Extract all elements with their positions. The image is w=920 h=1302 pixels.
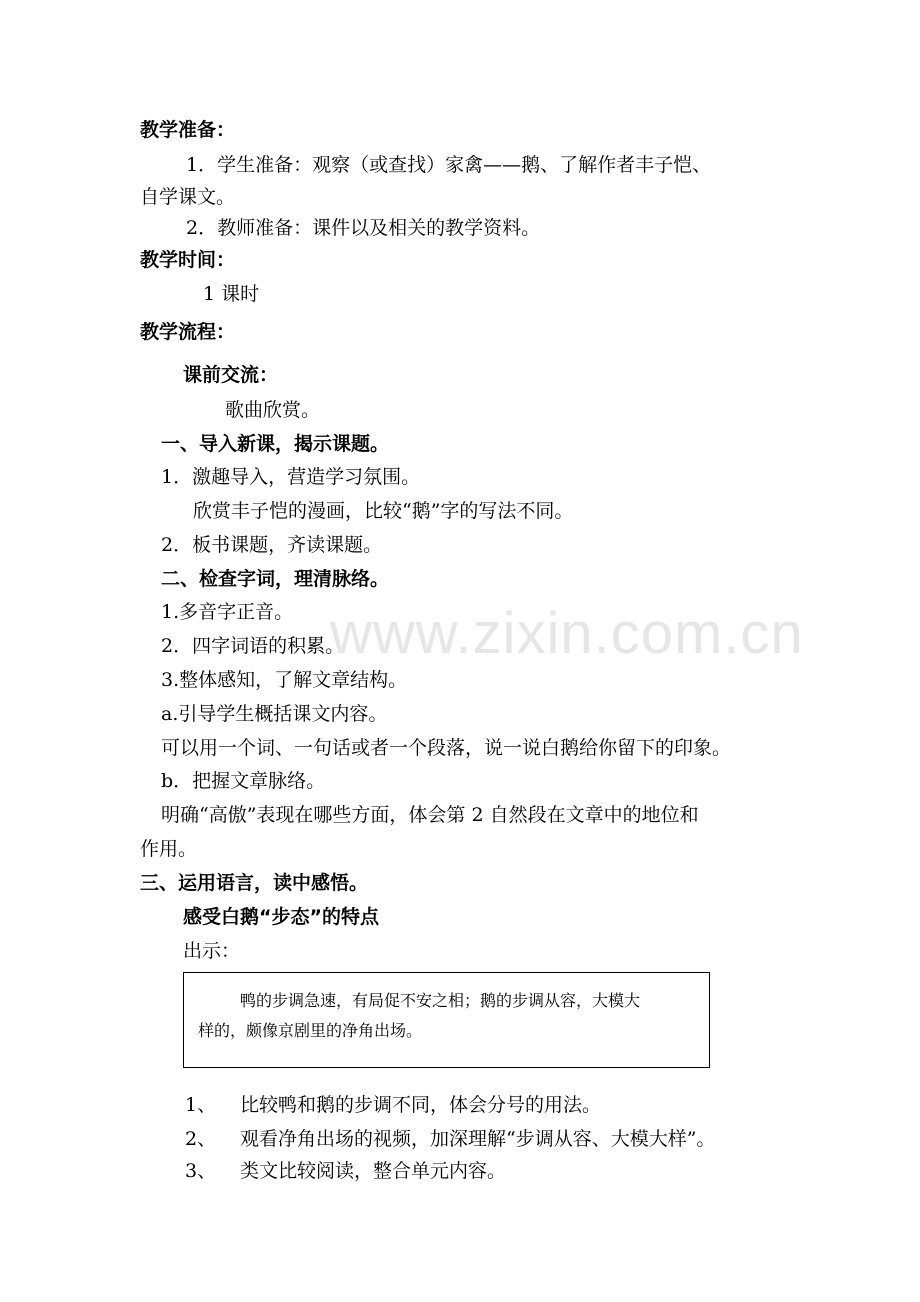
part2-item-1: 1.多音字正音。 — [161, 601, 294, 623]
prep-item-1-cont: 自学课文。 — [140, 186, 236, 208]
step-1-text: 比较鸭和鹅的步调不同，体会分号的用法。 — [240, 1094, 602, 1116]
part2-item-3: 3.整体感知，了解文章结构。 — [161, 669, 408, 691]
part2-item-2: 2．四字词语的积累。 — [161, 635, 345, 657]
part3-subheading: 感受白鹅“步态”的特点 — [183, 906, 379, 928]
flow-heading: 教学流程： — [140, 321, 236, 343]
part2-item-b: b．把握文章脉络。 — [161, 770, 326, 792]
part2-item-a: a.引导学生概括课文内容。 — [161, 703, 388, 725]
part1-item-1: 1．激趣导入，营造学习氛围。 — [161, 466, 421, 488]
part2-heading: 二、检查字词，理清脉络。 — [161, 568, 390, 590]
time-value: 1 课时 — [203, 283, 260, 305]
prep-item-1: 1．学生准备：观察（或查找）家禽——鹅、了解作者丰子恺、 — [186, 154, 712, 176]
part2-item-b-detail-cont: 作用。 — [140, 838, 198, 860]
quote-line-2: 样的，颇像京剧里的净角出场。 — [198, 1021, 423, 1040]
quote-box — [183, 972, 710, 1068]
step-2-text: 观看净角出场的视频，加深理解“步调从容、大模大样”。 — [240, 1128, 716, 1150]
show-label: 出示： — [183, 940, 241, 962]
quote-line-1: 鸭的步调急速，有局促不安之相；鹅的步调从容，大模大 — [240, 991, 641, 1010]
watermark: www.zixin.com.cn — [330, 601, 804, 666]
pre-class-heading: 课前交流： — [183, 364, 279, 386]
step-1-number: 1、 — [185, 1094, 217, 1116]
part1-item-1-detail: 欣赏丰子恺的漫画，比较“鹅”字的写法不同。 — [193, 500, 574, 522]
pre-class-item: 歌曲欣赏。 — [225, 399, 321, 421]
prep-item-2: 2．教师准备：课件以及相关的教学资料。 — [186, 217, 541, 239]
step-3-number: 3、 — [185, 1160, 217, 1182]
step-3-text: 类文比较阅读，整合单元内容。 — [240, 1160, 507, 1182]
part1-heading: 一、导入新课，揭示课题。 — [161, 433, 390, 455]
step-2-number: 2、 — [185, 1128, 217, 1150]
time-heading: 教学时间： — [140, 249, 236, 271]
part2-item-b-detail: 明确“高傲”表现在哪些方面，体会第 2 自然段在文章中的地位和 — [161, 804, 699, 826]
part2-item-a-detail: 可以用一个词、一句话或者一个段落，说一说白鹅给你留下的印象。 — [161, 737, 732, 759]
prep-heading: 教学准备： — [140, 119, 236, 141]
part3-heading: 三、运用语言，读中感悟。 — [140, 872, 369, 894]
part1-item-2: 2．板书课题，齐读课题。 — [161, 534, 383, 556]
